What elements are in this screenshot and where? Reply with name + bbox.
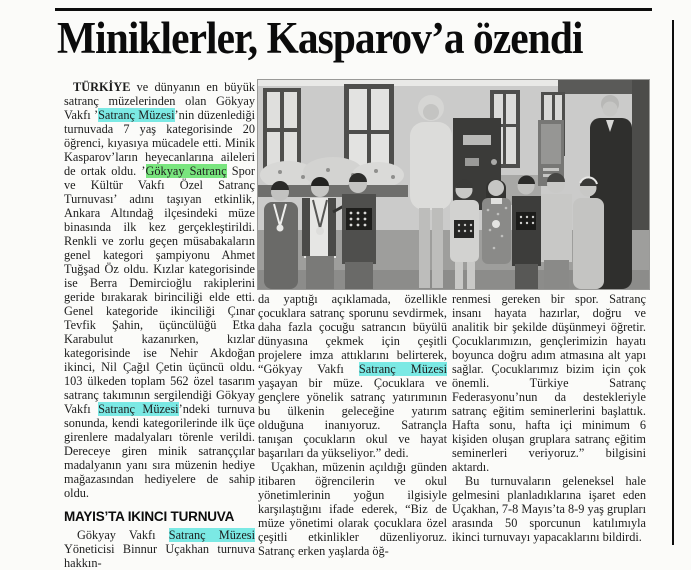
photo-illustration: [258, 80, 649, 289]
column-middle: [258, 292, 447, 558]
article-paragraph: Bu turnuvaların geleneksel hale gelmesini planladıklarına işaret eden Uçakhan, 7-8 Mayıs’ta 8-9 yaş grupları arasında 50 sporcunun katılımıyla ikinci turnuvayı yapacaklarını bildirdi.: [452, 474, 646, 544]
top-divider: [55, 8, 652, 11]
article-photo: [257, 79, 650, 290]
article-paragraph: da yaptığı açıklamada, özellikle çocuklara satranç sporunu sevdirmek, daha fazla çocuğu satrancın büyülü dünyasına çekmek için çeşitli projelere imza attıklarını belirterek, “Gökyay Vakfı Satranç Müzesi yaşayan bir müze. Çocuklara ve gençlere yönelik satranç yatırımının bu ülkenin geleceğine yatırım olduğuna inanıyoruz. Satrançla tanışan çocukların okul ve hayat başarıları da yükseliyor.” dedi.: [258, 292, 448, 460]
article-paragraph: renmesi gereken bir spor. Satranç insanı hayata hazırlar, doğru ve analitik bir şekilde düşünmeyi öğretir. Çocuklarımızın, gençlerimizin hayatı boyunca doğru adım atmasına alt yapı sağlar. Çocuklarımız bizim için çok önemli. Türkiye Satranç Federasyonu’nun da destekleriyle satranç eğitim seminerlerini başlattık. Hafta sonu, hafta içi minimum 6 kişiden oluşan gruplara satranç eğitim seminerleri veriyoruz.” bilgisini aktardı.: [452, 292, 646, 474]
article-paragraph: Gökyay Vakfı Satranç Müzesi Yöneticisi Binnur Uçakhan turnuva hakkın-: [64, 528, 255, 570]
article-paragraph: TÜRKİYE ve dünyanın en büyük satranç müzelerinden olan Gökyay Vakfı ’Satranç Müzesi’nin düzenlediği turnuvada 7 yaş kategorisinde 20 öğrenci, kıyasıya mücadele etti. Minik Kasparov’ların heyecanlarına aileleri de ortak oldu. ’Gökyay Satranç Spor ve Kültür Vakfı Özel Satranç Turnuvası’ adını taşıyan etkinlik, Ankara Altındağ ilçesindeki müze binasında ilk kez gerçekleştirildi. Renkli ve zorlu geçen müsabakaların genel kategori şampiyonu Ahmet Tuğşad Öz oldu. Kızlar kategorisinde ise Berra Demircioğlu rakiplerini geride bırakarak birinciliği elde etti. Genel kategoride ikinciliği Çınar Tevfik Şahin, üçüncülüğü Etka Karabulut kazanırken, kızlar kategorisinde ise Nehir Akdoğan ikinci, Nil Çağıl Çetin üçüncü oldu. 103 ülkeden toplam 562 özel tasarım satranç takımının sergilendiği Gökyay Vakfı Satranç Müzesi’ndeki turnuva sonunda, kendi kategorilerinde ilk üçe girenlere madalyaları törenle verildi. Dereceye giren minik satranççılar madalyanın yanı sıra müzenin hediye mağazasından hediyelere de sahip oldu.: [64, 80, 256, 500]
column-left: [64, 80, 255, 570]
column-divider-rule: [672, 20, 674, 545]
column-right: [452, 292, 646, 544]
article-headline: Miniklerler, Kasparov’a özendi: [57, 13, 583, 63]
article-paragraph: Uçakhan, müzenin açıldığı günden itibaren öğrencilerin ve okul yönetimlerinin yoğun ilgisiyle karşılaştığını ifade ederek, “Biz de müze yönetimi olarak çocuklara özel çeşitli etkinlikler düzenliyoruz. Satranç erken yaşlarda öğ-: [258, 460, 447, 558]
subheading: MAYIS’TA IKINCI TURNUVA: [64, 509, 235, 524]
